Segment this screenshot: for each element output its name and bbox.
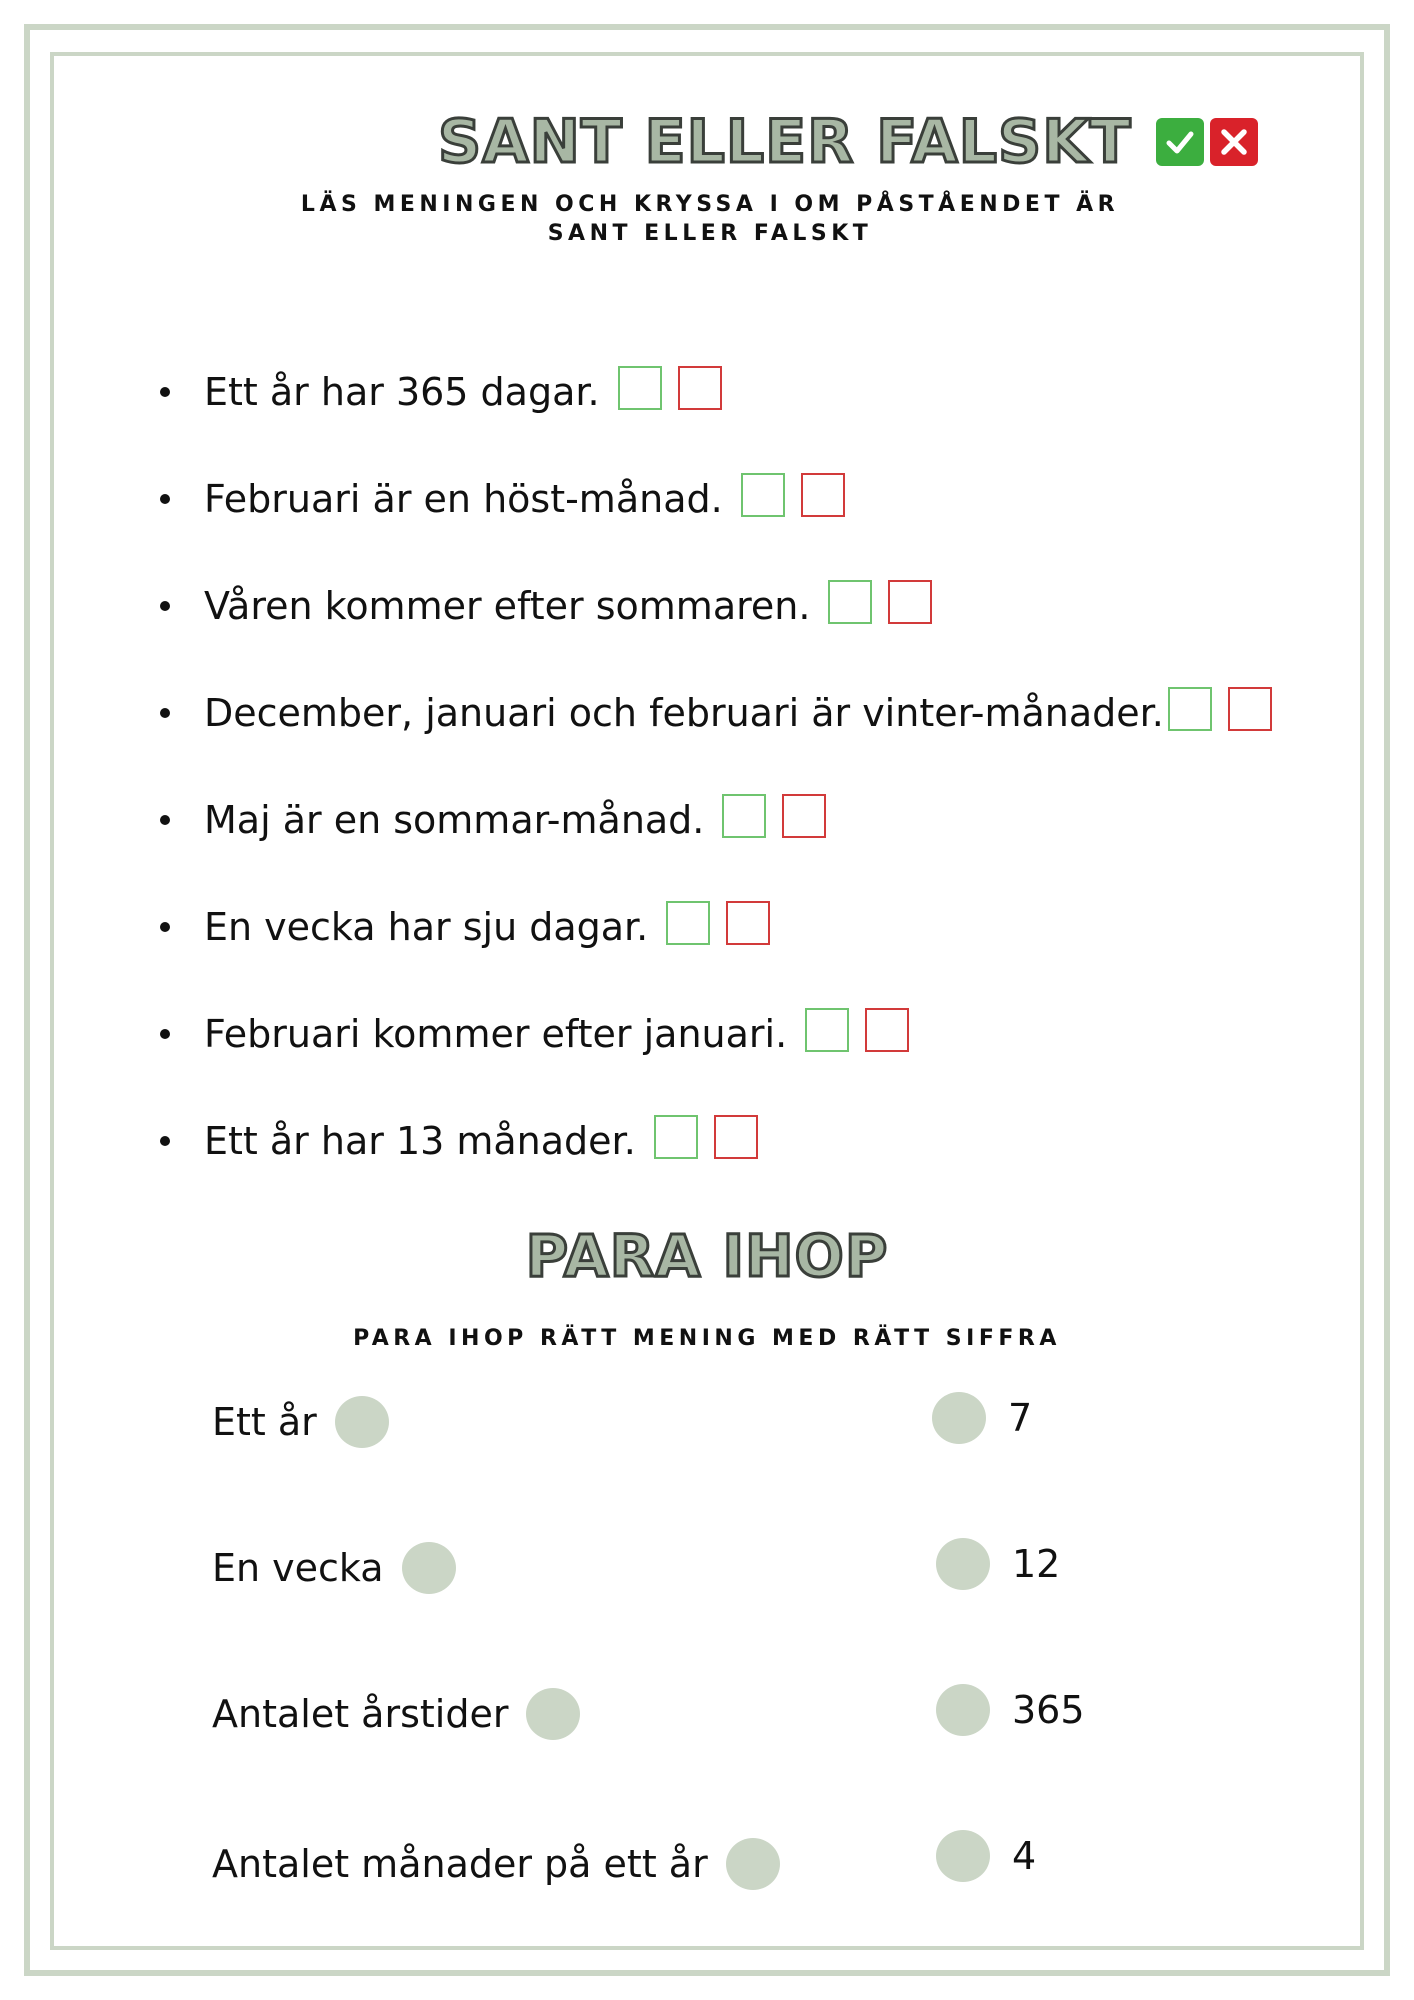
cross-icon: [1210, 118, 1258, 166]
match-right-label: 12: [1012, 1542, 1061, 1586]
true-false-title: SANT ELLER FALSKT: [438, 107, 1132, 177]
match-right-dot[interactable]: [936, 1684, 990, 1736]
true-checkbox[interactable]: [654, 1115, 698, 1159]
statement-item: [160, 659, 1272, 766]
true-checkbox[interactable]: [618, 366, 662, 410]
false-checkbox[interactable]: [678, 366, 722, 410]
match-right-dot[interactable]: [932, 1392, 986, 1444]
true-checkbox[interactable]: [741, 473, 785, 517]
match-left-dot[interactable]: [335, 1396, 389, 1448]
match-left-label: Antalet årstider: [212, 1692, 509, 1736]
match-left-label: En vecka: [212, 1546, 384, 1590]
bullet: [160, 601, 170, 611]
false-checkbox[interactable]: [726, 901, 770, 945]
match-left-item: [212, 1542, 456, 1594]
statement-list: [160, 338, 1272, 1194]
match-right-dot[interactable]: [936, 1830, 990, 1882]
false-checkbox[interactable]: [801, 473, 845, 517]
bullet: [160, 708, 170, 718]
statement-text: Februari kommer efter januari.: [204, 1011, 788, 1056]
statement-item: [160, 338, 1272, 445]
matching-instruction: PARA IHOP RÄTT MENING MED RÄTT SIFFRA: [353, 1326, 1061, 1351]
match-left-label: Antalet månader på ett år: [212, 1842, 708, 1886]
match-left-item: [212, 1838, 780, 1890]
match-left-dot[interactable]: [726, 1838, 780, 1890]
match-right-label: 7: [1008, 1396, 1033, 1440]
match-right-label: 365: [1012, 1688, 1085, 1732]
statement-text: Ett år har 365 dagar.: [204, 369, 600, 414]
true-checkbox[interactable]: [1168, 687, 1212, 731]
true-checkbox[interactable]: [805, 1008, 849, 1052]
statement-text: Februari är en höst-månad.: [204, 476, 723, 521]
match-left-item: [212, 1396, 389, 1448]
bullet: [160, 1029, 170, 1039]
statement-item: [160, 766, 1272, 873]
false-checkbox[interactable]: [782, 794, 826, 838]
match-right-item: [936, 1538, 1060, 1590]
true-checkbox[interactable]: [828, 580, 872, 624]
statement-text: Maj är en sommar-månad.: [204, 797, 705, 842]
bullet: [160, 494, 170, 504]
bullet: [160, 815, 170, 825]
bullet: [160, 1136, 170, 1146]
false-checkbox[interactable]: [865, 1008, 909, 1052]
true-checkbox[interactable]: [722, 794, 766, 838]
statement-text: Ett år har 13 månader.: [204, 1118, 636, 1163]
true-false-instruction: LÄS MENINGEN OCH KRYSSA I OM PÅSTÅENDET ÄR SANT ELLER FALSKT: [300, 192, 1120, 246]
statement-item: [160, 552, 1272, 659]
statement-text: Våren kommer efter sommaren.: [204, 583, 811, 628]
match-right-dot[interactable]: [936, 1538, 990, 1590]
true-false-header: [438, 108, 1258, 176]
false-checkbox[interactable]: [1228, 687, 1272, 731]
statement-item: [160, 445, 1272, 552]
match-right-item: [936, 1830, 1036, 1882]
statement-text: En vecka har sju dagar.: [204, 904, 649, 949]
statement-text: December, januari och februari är vinter-månader.: [204, 690, 1164, 735]
match-left-dot[interactable]: [402, 1542, 456, 1594]
statement-item: [160, 980, 1272, 1087]
match-right-item: [936, 1684, 1085, 1736]
true-checkbox[interactable]: [666, 901, 710, 945]
check-icon: [1156, 118, 1204, 166]
bullet: [160, 922, 170, 932]
match-left-dot[interactable]: [526, 1688, 580, 1740]
match-right-item: [932, 1392, 1032, 1444]
false-checkbox[interactable]: [888, 580, 932, 624]
bullet: [160, 387, 170, 397]
statement-item: [160, 873, 1272, 980]
false-checkbox[interactable]: [714, 1115, 758, 1159]
match-left-label: Ett år: [212, 1400, 317, 1444]
statement-item: [160, 1087, 1272, 1194]
match-left-item: [212, 1688, 580, 1740]
matching-title: PARA IHOP: [525, 1222, 889, 1290]
match-right-label: 4: [1012, 1834, 1037, 1878]
